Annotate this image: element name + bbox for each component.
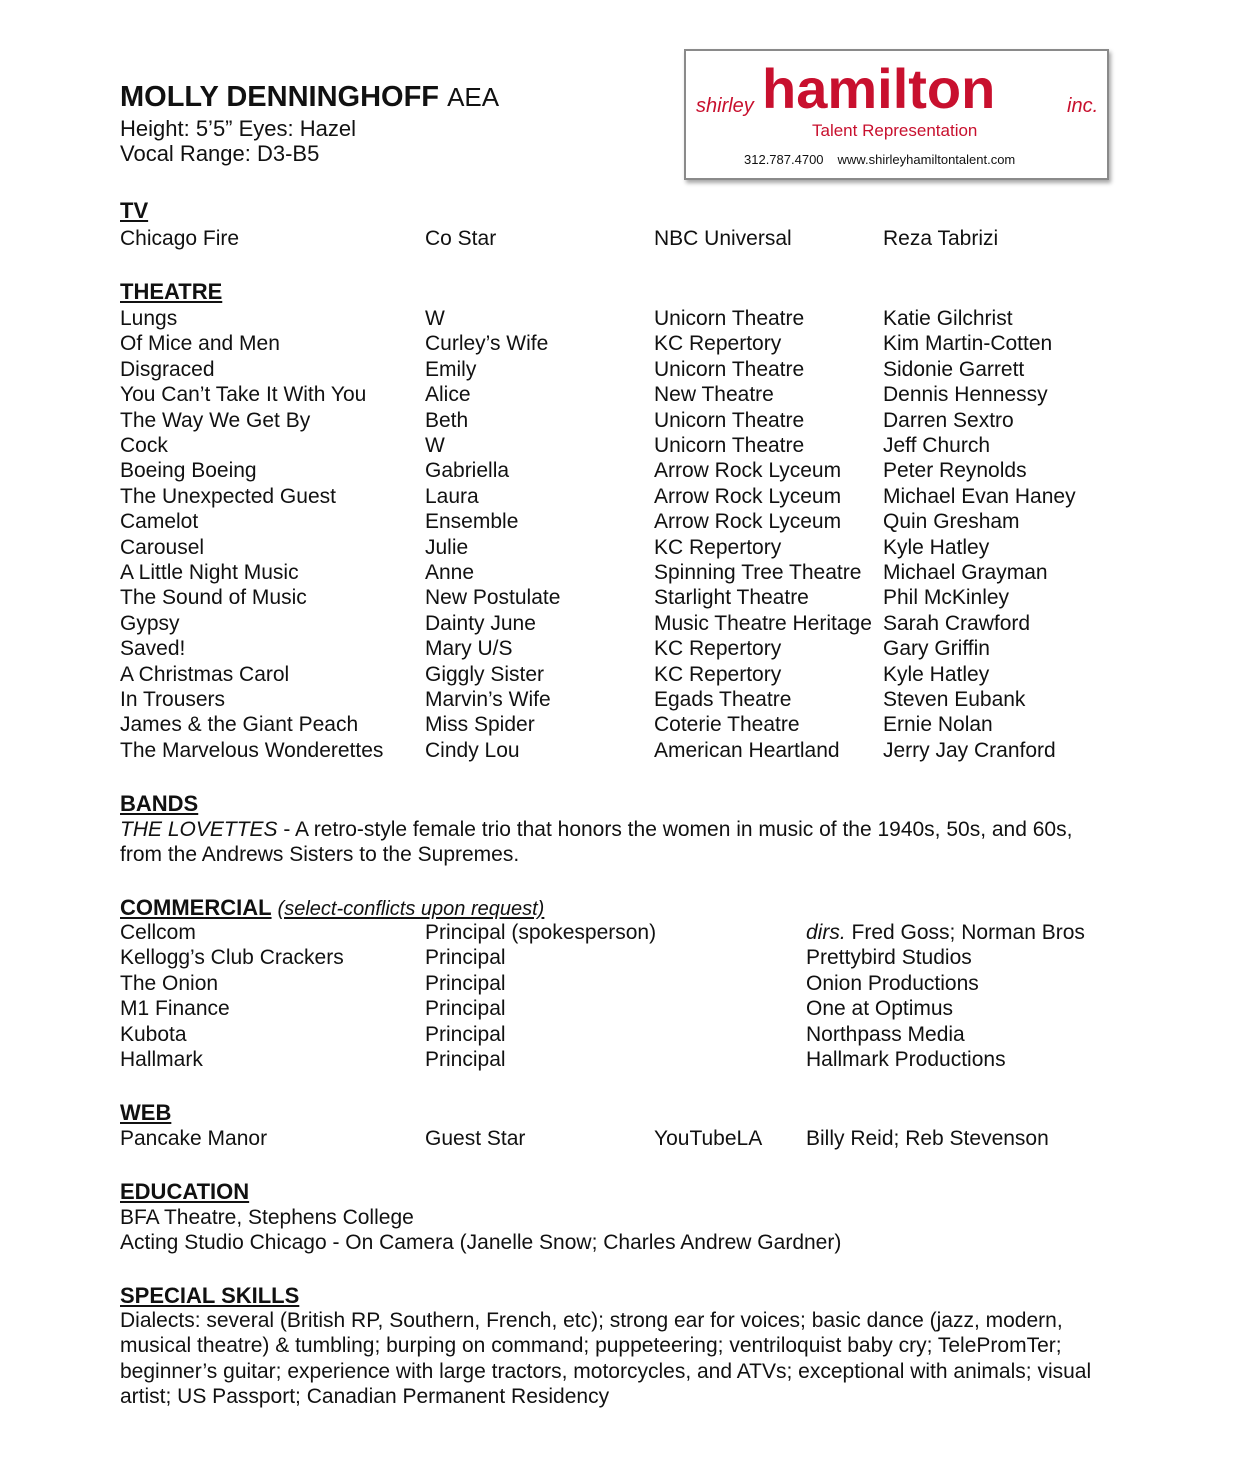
theatre-row-cell: Laura [425,484,479,508]
theatre-row-cell: Alice [425,383,471,407]
theatre-row-cell: The Sound of Music [120,586,307,610]
web-row-cell: YouTubeLA [654,1127,763,1150]
commercial-row [0,971,1248,996]
tv-row-cell: Reza Tabrizi [883,227,999,250]
theatre-row-cell: Marvin’s Wife [425,688,551,711]
commercial-row-cell: Principal [425,1048,506,1071]
theatre-row-cell: The Way We Get By [120,408,311,432]
commercial-title: COMMERCIAL [120,895,272,920]
theatre-row-cell: Cock [120,434,168,457]
skills-text: Dialects: several (British RP, Southern, French, etc); strong ear for voices; basic dance (jazz, modern, musical theatre) & tumbling; burping on command; puppeteering; ventriloquist baby cry; TelePromTer; beginner’s guitar; experience with large tractors, motorcycles, and ATVs; exceptional with animals; visual artist; US Passport; Canadian Permanent Residency [120,1309,1092,1409]
theatre-row-cell: KC Repertory [654,637,782,661]
theatre-row-cell: Kyle Hatley [883,535,990,559]
theatre-row [0,306,1248,331]
theatre-row-cell: Curley’s Wife [425,332,549,356]
theatre-row-cell: Arrow Rock Lyceum [654,510,842,534]
theatre-row-cell: Mary U/S [425,637,513,661]
theatre-row-cell: A Christmas Carol [120,662,290,686]
theatre-row-cell: KC Repertory [654,332,782,356]
band-details: - A retro-style female trio that honors the women in music of the 1940s, 50s, and 60s, from the Andrews Sisters to the Supremes. [120,818,1073,867]
theatre-row-cell: Arrow Rock Lyceum [654,459,842,483]
commercial-row-cell: Hallmark Productions [806,1048,1006,1071]
web-row-cell: Pancake Manor [120,1127,268,1150]
theatre-row-cell: Unicorn Theatre [654,434,805,457]
theatre-row-cell: American Heartland [654,738,840,762]
dirs-prefix: dirs. [806,921,846,944]
theatre-row-cell: Of Mice and Men [120,332,280,356]
commercial-row-cell: Northpass Media [806,1022,965,1046]
theatre-row-cell: Peter Reynolds [883,459,1027,483]
theatre-row-cell: KC Repertory [654,535,782,559]
theatre-row-cell: Starlight Theatre [654,586,809,610]
commercial-row-cell: Principal (spokesperson) [425,921,657,944]
commercial-row-cell: Kubota [120,1022,187,1046]
performer-name-line [120,80,499,114]
theatre-row-cell: Music Theatre Heritage [654,611,872,635]
union-affiliation: AEA [447,82,500,112]
performer-name: MOLLY DENNINGHOFF [120,81,440,113]
commercial-row-cell: Prettybird Studios [806,946,972,970]
web-row-cell: Billy Reid; Reb Stevenson [806,1127,1049,1150]
section-title-web: WEB [120,1100,172,1125]
agency-website: www.shirleyhamiltontalent.com [837,152,1016,167]
section-title-skills: SPECIAL SKILLS [120,1283,300,1308]
theatre-row [0,687,1248,712]
theatre-row-cell: W [425,307,445,330]
theatre-row-cell: Unicorn Theatre [654,307,805,330]
commercial-row-cell: Principal [425,1022,506,1046]
section-title-commercial [120,895,544,922]
theatre-row-cell: Spinning Tree Theatre [654,561,862,584]
theatre-row-cell: Ensemble [425,510,519,534]
logo-shirley: shirley [696,95,754,117]
theatre-row-cell: Beth [425,408,469,432]
height-eyes: Height: 5’5” Eyes: Hazel [120,116,356,141]
commercial-row-cell: Principal [425,997,506,1021]
theatre-row [0,331,1248,356]
theatre-row-cell: Kim Martin-Cotten [883,332,1053,356]
logo-hamilton: hamilton [762,57,996,120]
theatre-row [0,636,1248,661]
commercial-row [0,996,1248,1021]
theatre-row-cell: Unicorn Theatre [654,408,805,432]
commercial-note: (select-conflicts upon request) [277,898,545,920]
theatre-row [0,585,1248,610]
band-name: THE LOVETTES [120,818,278,841]
section-title-tv: TV [120,198,149,223]
theatre-row-cell: Steven Eubank [883,688,1026,711]
theatre-row [0,738,1248,763]
commercial-row-cell [806,920,1085,945]
commercial-row-cell: Cellcom [120,921,196,944]
theatre-row-cell: Michael Evan Haney [883,484,1076,508]
theatre-row-cell: Unicorn Theatre [654,357,805,381]
theatre-row-cell: Giggly Sister [425,662,545,686]
theatre-row-cell: Sidonie Garrett [883,357,1025,381]
agency-logo [684,49,1109,180]
commercial-row-cell: Kellogg’s Club Crackers [120,946,344,970]
theatre-row [0,408,1248,433]
theatre-row-cell: Anne [425,561,475,584]
theatre-row-cell: Egads Theatre [654,688,792,711]
commercial-row [0,1022,1248,1047]
theatre-row-cell: Darren Sextro [883,408,1014,432]
theatre-row-cell: New Theatre [654,383,774,407]
theatre-row-cell: Jerry Jay Cranford [883,738,1056,762]
director-names: Fred Goss; Norman Bros [845,921,1085,944]
theatre-row-cell: Emily [425,357,477,381]
theatre-row [0,611,1248,636]
web-row-cell: Guest Star [425,1127,526,1150]
theatre-row-cell: The Unexpected Guest [120,484,336,508]
tv-row-cell: Co Star [425,227,497,250]
commercial-row-cell: One at Optimus [806,997,954,1021]
theatre-row-cell: Michael Grayman [883,561,1048,584]
web-row [0,1126,1248,1151]
section-title-education: EDUCATION [120,1179,250,1204]
theatre-row-cell: In Trousers [120,688,226,711]
theatre-row-cell: Disgraced [120,357,215,381]
theatre-row [0,433,1248,458]
logo-inc: inc. [1067,95,1099,117]
theatre-row-cell: Miss Spider [425,713,535,737]
theatre-row-cell: Ernie Nolan [883,713,993,737]
theatre-row-cell: Kyle Hatley [883,662,990,686]
theatre-row-cell: Dainty June [425,611,536,635]
commercial-row-cell: Onion Productions [806,971,979,995]
theatre-row-cell: Gabriella [425,459,510,483]
commercial-row [0,920,1248,945]
logo-tagline: Talent Representation [812,121,978,140]
theatre-row-cell: Carousel [120,535,205,559]
theatre-row-cell: Boeing Boeing [120,459,257,483]
theatre-row-cell: Gypsy [120,611,180,635]
theatre-row-cell: W [425,434,445,457]
commercial-row-cell: M1 Finance [120,997,230,1021]
theatre-row-cell: The Marvelous Wonderettes [120,738,384,762]
theatre-row-cell: A Little Night Music [120,561,299,584]
theatre-row [0,662,1248,687]
section-title-bands: BANDS [120,791,199,816]
vocal-range: Vocal Range: D3-B5 [120,141,320,166]
theatre-row-cell: Arrow Rock Lyceum [654,484,842,508]
agency-phone: 312.787.4700 [744,152,824,167]
theatre-row-cell: Dennis Hennessy [883,383,1048,407]
theatre-row-cell: Gary Griffin [883,637,990,661]
theatre-row [0,535,1248,560]
theatre-row [0,458,1248,483]
theatre-row-cell: New Postulate [425,586,561,610]
theatre-row-cell: Jeff Church [883,434,990,457]
theatre-row-cell: Lungs [120,307,178,330]
theatre-row [0,509,1248,534]
theatre-row-cell: James & the Giant Peach [120,713,359,737]
bands-description [120,817,1120,868]
theatre-row-cell: You Can’t Take It With You [120,383,367,407]
theatre-row-cell: Phil McKinley [883,586,1010,610]
commercial-row-cell: Principal [425,946,506,970]
theatre-row [0,357,1248,382]
theatre-row-cell: KC Repertory [654,662,782,686]
tv-row-cell: Chicago Fire [120,227,240,250]
theatre-row-cell: Cindy Lou [425,738,520,762]
commercial-row [0,945,1248,970]
theatre-row [0,560,1248,585]
theatre-row-cell: Julie [425,535,469,559]
commercial-row-cell: Principal [425,971,506,995]
education-line: Acting Studio Chicago - On Camera (Janelle Snow; Charles Andrew Gardner) [120,1231,842,1254]
theatre-row-cell: Saved! [120,637,186,661]
theatre-row [0,382,1248,407]
logo-contact [744,152,1015,167]
theatre-row-cell: Camelot [120,510,199,534]
commercial-row [0,1047,1248,1072]
tv-row-cell: NBC Universal [654,227,792,250]
tv-row [0,226,1248,251]
commercial-row-cell: Hallmark [120,1048,203,1071]
section-title-theatre: THEATRE [120,279,223,304]
theatre-row-cell: Sarah Crawford [883,611,1031,635]
commercial-row-cell: The Onion [120,971,219,995]
theatre-row [0,484,1248,509]
theatre-row [0,712,1248,737]
education-line: BFA Theatre, Stephens College [120,1206,414,1229]
theatre-row-cell: Coterie Theatre [654,713,800,737]
theatre-row-cell: Katie Gilchrist [883,307,1013,330]
theatre-row-cell: Quin Gresham [883,510,1020,534]
